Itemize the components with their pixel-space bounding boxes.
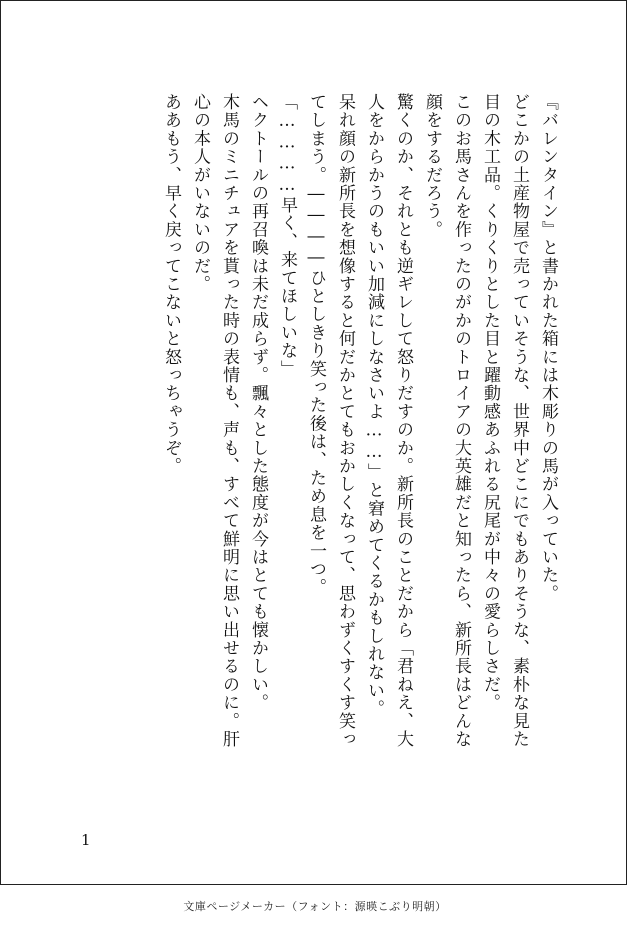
footer-credit: 文庫ページメーカー（フォント：源暎こぶり明朝） bbox=[183, 900, 447, 913]
text-line: 「…………早く、来てほしいな」 bbox=[277, 93, 297, 378]
text-line: 目の木工品。くりくりとした目と躍動感あふれる尻尾が中々の愛らしさだ。 bbox=[480, 93, 500, 712]
text-line: どこかの土産物屋で売っていそうな、世界中どこにでもありそうな、素朴な見た bbox=[509, 93, 529, 749]
page-number: 1 bbox=[81, 831, 91, 849]
text-line: ヘクトールの再召喚は未だ成らず。飄々とした態度が今はとても懐かしい。 bbox=[248, 93, 268, 712]
text-line: 『バレンタイン』と書かれた箱には木彫りの馬が入っていた。 bbox=[538, 93, 558, 603]
text-line: 呆れ顔の新所長を想像すると何だかとてもおかしくなって、思わずくすくす笑っ bbox=[335, 93, 355, 749]
text-line: 木馬のミニチュアを貰った時の表情も、声も、すべて鮮明に思い出せるのに。肝 bbox=[219, 93, 239, 749]
text-line: 顔をするだろう。 bbox=[422, 93, 442, 239]
text-line: 驚くのか、それとも逆ギレして怒りだすのか。新所長のことだから「君ねえ、大 bbox=[393, 93, 413, 749]
text-line: ああもう、早く戻ってこないと怒っちゃうぞ。 bbox=[161, 93, 181, 476]
text-line: てしまう。――――ひとしきり笑った後は、ため息を一つ。 bbox=[306, 93, 326, 597]
text-line: このお馬さんを作ったのがかのトロイアの大英雄だと知ったら、新所長はどんな bbox=[451, 93, 471, 749]
text-line: 人をからかうのもいい加減にしなさいよ……」と窘めてくるかもしれない。 bbox=[364, 93, 384, 718]
vertical-text-body bbox=[92, 93, 562, 813]
text-line: 心の本人がいないのだ。 bbox=[190, 93, 210, 294]
